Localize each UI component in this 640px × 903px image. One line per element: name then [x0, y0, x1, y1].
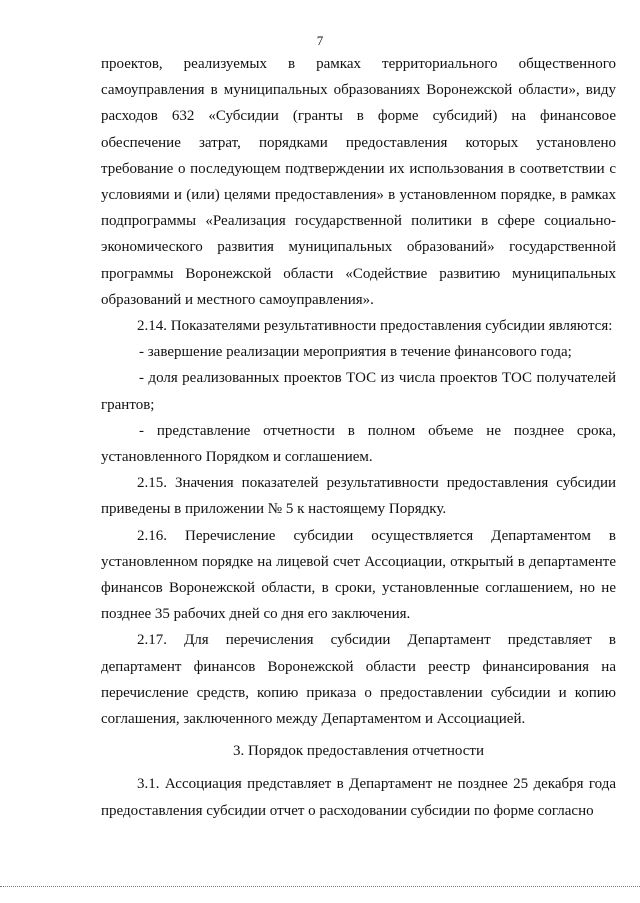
list-item-share: - доля реализованных проектов ТОС из числа проектов ТОС получателей грантов;	[101, 370, 616, 413]
paragraph-2-16: 2.16. Перечисление субсидии осуществляется Департаментом в установленном порядке на лицевой счет Ассоциации, открытый в департаменте финансов Воронежской области, в сроки, установленные соглашением, но не позднее 35 рабочих дней со дня его заключения.	[101, 527, 616, 623]
list-item-completion: - завершение реализации мероприятия в течение финансового года;	[139, 344, 572, 361]
paragraph-2-15: 2.15. Значения показателей результативности предоставления субсидии приведены в приложении № 5 к настоящему Порядку.	[101, 475, 616, 518]
page-bottom-edge	[0, 886, 640, 887]
section-heading: 3. Порядок предоставления отчетности	[233, 743, 484, 760]
paragraph-3-1: 3.1. Ассоциация представляет в Департамент не позднее 25 декабря года предоставления субсидии отчет о расходовании субсидии по форме согласно	[101, 776, 616, 819]
paragraph-2-14: 2.14. Показателями результативности предоставления субсидии являются:	[137, 318, 613, 335]
list-item-reporting: - представление отчетности в полном объеме не позднее срока, установленного Порядком и соглашением.	[101, 422, 616, 466]
document-body	[101, 51, 616, 824]
page-number: 7	[316, 33, 324, 48]
paragraph-continuation: проектов, реализуемых в рамках территориального общественного самоуправления в муниципальных образованиях Воронежской области», виду расходов 632 «Субсидии (гранты в форме субсидий) на финансовое обеспечение затрат, порядками предоставления которых установлено требование о последующем подтверждении их использования в соответствии с условиями и (или) целями предоставления» в установленном порядке, в рамках подпрограммы «Реализация государственной политики в сфере социально-экономического развития муниципальных образований» государственной программы Воронежской области «Содействие развитию муниципальных образований и местного самоуправления».	[101, 56, 616, 308]
paragraph-2-17: 2.17. Для перечисления субсидии Департамент представляет в департамент финансов Воронежской области реестр финансирования на перечисление средств, копию приказа о предоставлении субсидии и копию соглашения, заключенного между Департаментом и Ассоциацией.	[101, 632, 616, 728]
